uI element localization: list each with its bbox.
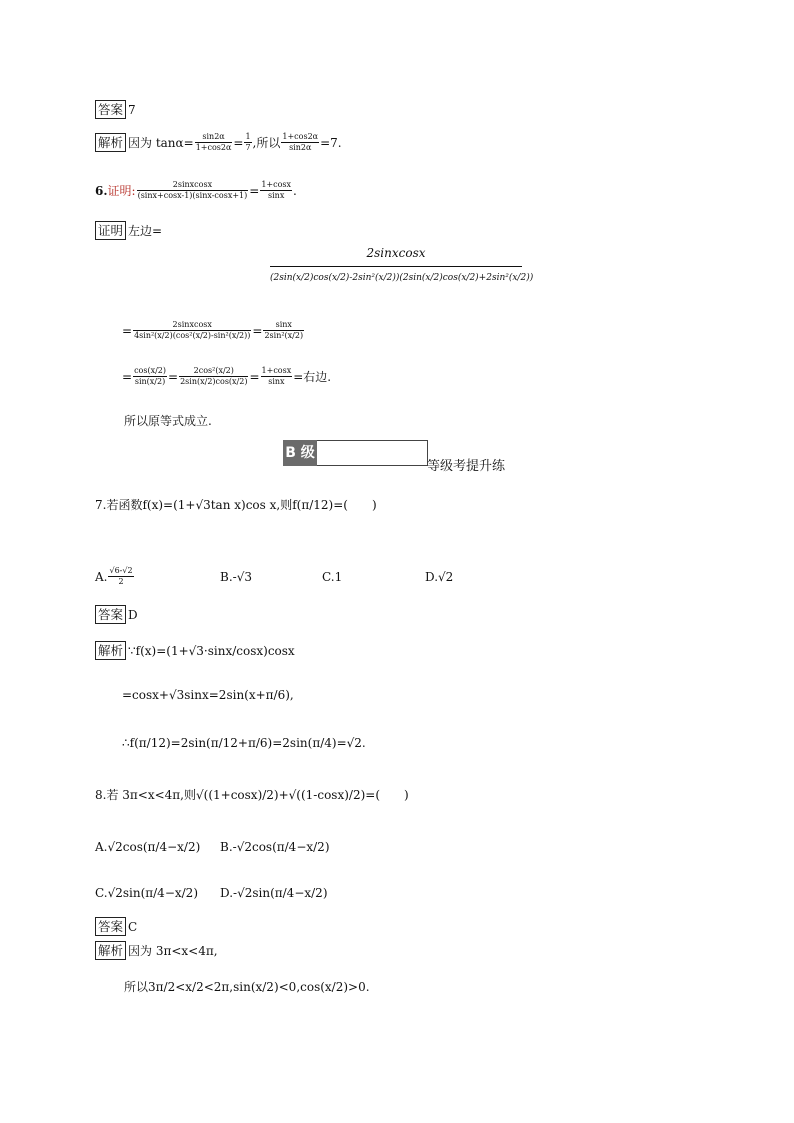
q7-option-a [95, 566, 135, 587]
q8-analysis-line1 [95, 940, 218, 960]
q6-lhs: $\frac{\text{2sinxcosx}}{(\sin x+\cos x-1)(\sin x-\cos x+1)}$ [137, 180, 248, 200]
analysis-tag: 解析 [95, 641, 126, 660]
q6-label: 证明: [107, 184, 136, 198]
answer-tag: 答案 [95, 605, 126, 624]
q6-big-num: 2sinxcosx [270, 246, 522, 267]
q6-proof-intro [95, 220, 162, 240]
q6-step2-frac2: $\frac{\text{2cos²(x/2)}}{2\sin(x/2)\cos(x/2)}$ [180, 366, 248, 386]
q7-option-a-frac: $\frac{√6-√2}{2}$ [109, 566, 133, 586]
q5-result: =7. [320, 136, 342, 150]
q8-option-c: C.√2sin(π/4−x/2) [95, 886, 199, 900]
q8-line1: 因为 3π<x<4π, [128, 944, 218, 958]
q6-step2: = $\frac{\cos(x/2)}{\sin(x/2)}$ = $\frac{\text{2cos²(x/2)}}{2\sin(x/2)\cos(x/2)}$ = $\frac{1+\cos x}{\sin x}$ =右边. [122, 366, 332, 386]
q8-option-a: A.√2cos(π/4−x/2) [95, 840, 201, 854]
q7-option-d: D.√2 [425, 570, 454, 584]
q5-mid: ,所以 [252, 136, 281, 150]
q8-option-b: B.-√2cos(π/4−x/2) [220, 840, 330, 854]
q5-eq: = [233, 136, 244, 150]
analysis-tag: 解析 [95, 941, 126, 960]
q7-option-b: B.-√3 [220, 570, 252, 584]
q8-answer-line [95, 916, 137, 936]
q6-step2-frac1: $\frac{\cos(x/2)}{\sin(x/2)}$ [134, 366, 167, 386]
q7-line1: ∵f(x)=(1+√3·sinx/cosx)cosx [128, 644, 295, 658]
q5-frac3: $\frac{1+\cos 2\alpha}{\sin 2\alpha}$ [282, 132, 319, 152]
q5-answer-line [95, 99, 136, 119]
proof-tag: 证明 [95, 221, 126, 240]
answer-tag: 答案 [95, 917, 126, 936]
q5-analysis-line [95, 132, 342, 153]
answer-tag: 答案 [95, 100, 126, 119]
q6-big-fraction [270, 246, 534, 283]
q7-option-a-label: A. [95, 570, 108, 584]
q6-statement [95, 180, 297, 201]
q7-answer: D [128, 608, 138, 622]
level-frame [317, 440, 428, 466]
q6-proof-intro-text: 左边= [128, 224, 163, 238]
q6-rhs: $\frac{1+\cos x}{\sin x}$ [261, 180, 292, 200]
q8-answer: C [128, 920, 138, 934]
q6-step1-frac1: $\frac{\text{2sinxcosx}}{\text{4sin²(x/2)(cos²(x/2)-sin²(x/2))}}$ [134, 320, 251, 340]
q6-conclusion: 所以原等式成立. [124, 414, 212, 428]
level-badge: B 级 [283, 440, 317, 466]
level-header [283, 440, 429, 466]
q6-step2-frac3: $\frac{1+\cos x}{\sin x}$ [261, 366, 292, 386]
q5-frac2: $\frac{1}{7}$ [245, 132, 251, 152]
q5-frac1: $\frac{\sin 2\alpha}{1+\cos 2\alpha}$ [195, 132, 232, 152]
analysis-tag: 解析 [95, 133, 126, 152]
q5-analysis-text: 因为 tanα= [128, 136, 194, 150]
q6-step1: = $\frac{\text{2sinxcosx}}{\text{4sin²(x/2)(cos²(x/2)-sin²(x/2))}}$ = $\frac{\sin x}{\text{2sin²(x/2)}}$ [122, 320, 304, 340]
q6-number: 6. [95, 184, 108, 198]
q8-option-d: D.-√2sin(π/4−x/2) [220, 886, 328, 900]
q6-step2-end: =右边. [293, 370, 332, 384]
q7-stem: 7.若函数f(x)=(1+√3tan x)cos x,则f(π/12)=( ) [95, 498, 377, 512]
q7-line2: =cosx+√3sinx=2sin(x+π/6), [122, 688, 294, 702]
q5-answer: 7 [128, 103, 136, 117]
q6-end: . [293, 184, 297, 198]
level-title: 等级考提升练 [427, 459, 506, 474]
q7-answer-line [95, 604, 138, 624]
q7-option-c: C.1 [322, 570, 343, 584]
q6-step1-frac2: $\frac{\sin x}{\text{2sin²(x/2)}}$ [264, 320, 304, 340]
q7-line3: ∴f(π/12)=2sin(π/12+π/6)=2sin(π/4)=√2. [122, 736, 366, 750]
q6-eq: = [249, 184, 260, 198]
q8-stem: 8.若 3π<x<4π,则√((1+cosx)/2)+√((1-cosx)/2)=( ) [95, 788, 409, 802]
q7-analysis-line1 [95, 640, 295, 660]
q6-big-den: (2sin(x/2)cos(x/2)-2sin²(x/2))(2sin(x/2)cos(x/2)+2sin²(x/2)) [270, 273, 534, 283]
q8-line2: 所以3π/2<x/2<2π,sin(x/2)<0,cos(x/2)>0. [124, 980, 370, 994]
